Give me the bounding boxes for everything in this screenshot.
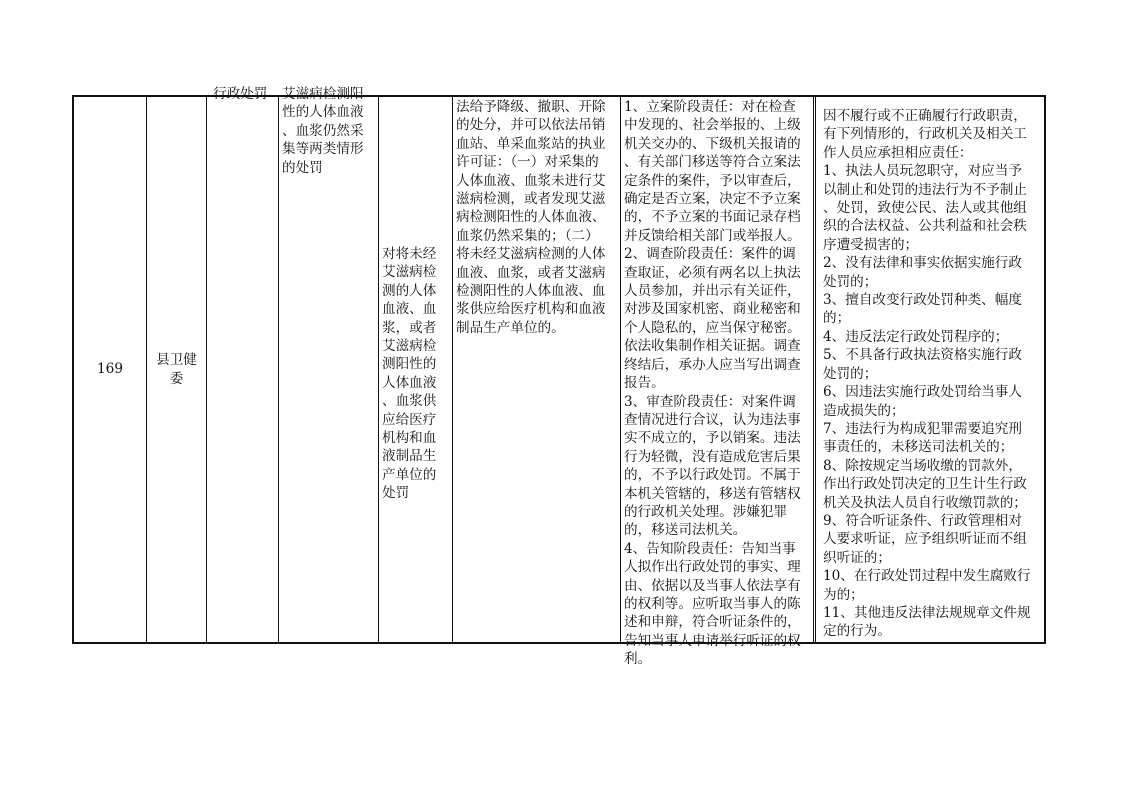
responsibilities-text: 1、立案阶段责任：对在检查 中发现的、社会举报的、上级 机关交办的、下级机关报请的 、有关部门移送等符合立案法 定条件的案件，予以审查后， 确定是否立案，决定不予立案 的，不予立案的书面记录存档 并反馈给相关部门或举报人。 2、调查阶段责任：案件的调 查取证，必须有两名以上执法 人员参加，并出示有关证件， 对涉及国家机密、商业秘密和 个人隐私的，应当保守秘密。 依法收集制作相关证据。调查 终结后，承办人应当写出调查 报告。 3、审查阶段责任：对案件调 查情况进行合议，认为违法事 实不成立的，予以销案。违法 行为轻微，没有造成危害后果 的，不予以行政处罚。不属于 本机关管辖的，移送有管辖权 的行政机关处理。涉嫌犯罪 的，移送司法机关。 4、告知阶段责任：告知当事 人拟作出行政处罚的事实、理 由、依据以及当事人依法享有 的权利等。应听取当事人的陈 述和申辩，符合听证条件的， 告知当事人申请举行听证的权 利。: [624, 99, 801, 668]
department-text: 县卫健 委: [156, 352, 197, 387]
cell-sub-item: [379, 97, 453, 642]
item-name-text: 艾滋病检测阳 性的人体血液 、血浆仍然采 集等两类情形 的处罚: [282, 86, 364, 176]
cell-department: [147, 97, 207, 642]
cell-basis: [453, 97, 621, 642]
table-row: [72, 86, 1046, 668]
cell-accountability: [819, 97, 1046, 642]
row-number: 169: [97, 361, 123, 378]
cell-number: [74, 97, 147, 642]
category-text: 行政处罚: [213, 86, 268, 102]
sub-item-text: 对将未经 艾滋病检 测的人体 血液、血 浆，或者 艾滋病检 测阳性的 人体血液 、血浆供 应给医疗 机构和血 液制品生 产单位的 处罚: [382, 246, 437, 502]
accountability-text: 因不履行或不正确履行行政职责， 有下列情形的，行政机关及相关工 作人员应承担相应责任： 1、执法人员玩忽职守，对应当予 以制止和处罚的违法行为不予制止 、处罚，致使公民、法人或其他组 织的合法权益、公共利益和社会秩 序遭受损害的； 2、没有法律和事实依据实施行政 处罚的； 3、擅自改变行政处罚种类、幅度 的； 4、违反法定行政处罚程序的； 5、不具备行政执法资格实施行政 处罚的； 6、因违法实施行政处罚给当事人 造成损失的； 7、违法行为构成犯罪需要追究刑 事责任的，未移送司法机关的； 8、除按规定当场收缴的罚款外， 作出行政处罚决定的卫生计生行政 机关及执法人员自行收缴罚款的； 9、符合听证条件、行政管理相对 人要求听证，应予组织听证而不组 织听证的； 10、在行政处罚过程中发生腐败行 为的； 11、其他违反法律法规规章文件规 定的行为。: [823, 108, 1031, 640]
cell-category: [207, 86, 279, 642]
basis-text: 法给予降级、撤职、开除 的处分，并可以依法吊销 血站、单采血浆站的执业 许可证：（一）对采集的 人体血液、血浆未进行艾 滋病检测，或者发现艾滋 病检测阳性的人体血液、 血浆仍然采集的；（二） 将未经艾滋病检测的人体 血液、血浆，或者艾滋病 检测阳性的人体血液、血 浆供应给医疗机构和血液 制品生产单位的。: [456, 99, 606, 336]
cell-item-name: [279, 86, 379, 642]
cell-responsibilities: [621, 97, 816, 668]
